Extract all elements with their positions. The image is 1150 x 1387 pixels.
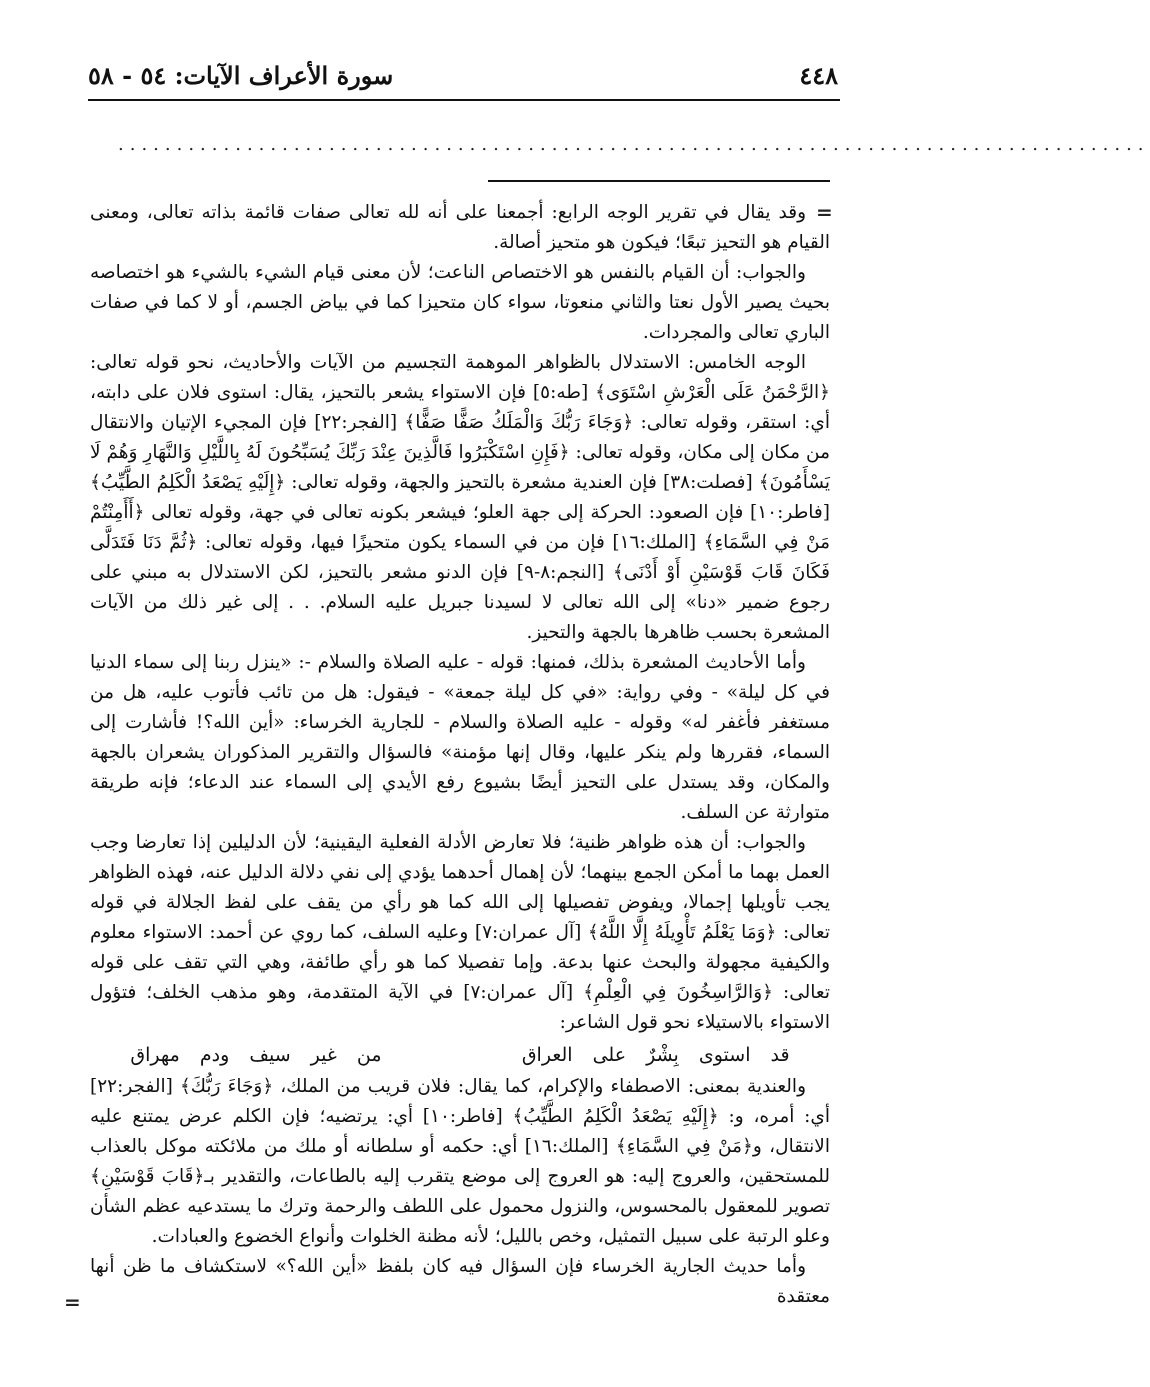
running-title: سورة الأعراف الآيات: ٥٤ - ٥٨ <box>88 60 394 90</box>
footnote-rule <box>488 180 830 182</box>
page-number: ٤٤٨ <box>799 60 838 90</box>
verse-second-hemistich: من غير سيف ودم مهراق <box>130 1044 382 1066</box>
paragraph-4: وأما الأحاديث المشعرة بذلك، فمنها: قوله - عليه الصلاة والسلام -: «ينزل ربنا إلى سماء الدنيا في كل ليلة» - وفي رواية: «في كل ليلة جمعة» - فيقول: هل من تائب فأتوب عليه، هل من مستغفر فأغفر له» وقوله - عليه الصلاة والسلام - للجارية الخرساء: «أين الله؟! فأشارت إلى السماء، فقررها ولم ينكر عليها، وقال إنها مؤمنة» فالسؤال والتقرير المذكوران يشعران بالجهة والمكان، وقد يستدل على التحيز أيضًا بشيوع رفع الأيدي إلى السماء عند الدعاء؛ فإنه طريقة متوارثة عن السلف. <box>90 652 830 823</box>
paragraph-7: وأما حديث الجارية الخرساء فإن السؤال فيه كان بلفظ «أين الله؟» لاستكشاف ما ظن أنها معتقدة <box>90 1256 830 1307</box>
paragraph-3: الوجه الخامس: الاستدلال بالظواهر الموهمة التجسيم من الآيات والأحاديث، نحو قوله تعالى: ﴿الرَّحْمَنُ عَلَى الْعَرْشِ اسْتَوَى﴾ [طه:٥] فإن الاستواء يشعر بالتحيز، يقال: استوى فلان على دابته، أي: استقر، وقوله تعالى: ﴿وَجَاءَ رَبُّكَ وَالْمَلَكُ صَفًّا صَفًّا﴾ [الفجر:٢٢] فإن المجيء الإتيان والانتقال من مكان إلى مكان، وقوله تعالى: ﴿فَإِنِ اسْتَكْبَرُوا فَالَّذِينَ عِنْدَ رَبِّكَ يُسَبِّحُونَ لَهُ بِاللَّيْلِ وَالنَّهَارِ وَهُمْ لَا يَسْأَمُونَ﴾ [فصلت:٣٨] فإن العندية مشعرة بالتحيز والجهة، وقوله تعالى: ﴿إِلَيْهِ يَصْعَدُ الْكَلِمُ الطَّيِّبُ﴾ [فاطر:١٠] فإن الصعود: الحركة إلى جهة العلو؛ فيشعر بكونه تعالى في جهة، وقوله تعالى ﴿أَأَمِنْتُمْ مَنْ فِي السَّمَاءِ﴾ [الملك:١٦] فإن من في السماء يكون متحيزًا فيها، وقوله تعالى: ﴿ثُمَّ دَنَا فَتَدَلَّى فَكَانَ قَابَ قَوْسَيْنِ أَوْ أَدْنَى﴾ [النجم:٨-٩] فإن الدنو مشعر بالتحيز، لكن الاستدلال به مبني على رجوع ضمير «دنا» إلى الله تعالى لا لسيدنا جبريل عليه السلام. . . إلى غير ذلك من الآيات المشعرة بحسب ظاهرها بالجهة والتحيز. <box>90 352 831 643</box>
margin-mark-top: = <box>816 200 833 224</box>
paragraph-5: والجواب: أن هذه ظواهر ظنية؛ فلا تعارض الأدلة الفعلية اليقينية؛ لأن الدليلين إذا تعارضا وجب العمل بهما ما أمكن الجمع بينهما؛ لأن إهمال أحدهما يؤدي إلى نفي دلالة الدليل عنه، فهذه الظواهر يجب تأويلها إجمالا، ويفوض تفصيلها إلى الله كما هو رأي من يقف على لفظ الجلالة في قوله تعالى: ﴿وَمَا يَعْلَمُ تَأْوِيلَهُ إِلَّا اللَّهُ﴾ [آل عمران:٧] وعليه السلف، كما روي عن أحمد: الاستواء معلوم والكيفية مجهولة والبحث عنها بدعة. وإما تفصيلا كما هو رأي طائفة، وهي التي تقف على قوله تعالى: ﴿وَالرَّاسِخُونَ فِي الْعِلْمِ﴾ [آل عمران:٧] في الآية المتقدمة، وهو مذهب الخلف؛ فتؤول الاستواء بالاستيلاء نحو قول الشاعر: <box>90 832 830 1033</box>
commentary-separator-dots: ........................................................................................ <box>118 134 1150 155</box>
paragraph-2: والجواب: أن القيام بالنفس هو الاختصاص الناعت؛ لأن معنى قيام الشيء بالشيء هو اختصاصه بحيث يصير الأول نعتا والثاني منعوتا، سواء كان متحيزا كما في بياض الجسم، أو لا كما في صفات الباري تعالى والمجردات. <box>90 262 830 343</box>
paragraph-6: والعندية بمعنى: الاصطفاء والإكرام، كما يقال: فلان قريب من الملك، ﴿وَجَاءَ رَبُّكَ﴾ [الفجر:٢٢] أي: أمره، و: ﴿إِلَيْهِ يَصْعَدُ الْكَلِمُ الطَّيِّبُ﴾ [فاطر:١٠] أي: يرتضيه؛ فإن الكلم عرض يمتنع عليه الانتقال، و﴿مَنْ فِي السَّمَاءِ﴾ [الملك:١٦] أي: حكمه أو سلطانه أو ملك من ملائكته موكل بالعذاب للمستحقين، والعروج إليه: هو العروج إلى موضع يتقرب إليه بالطاعات، والتقدير بـ﴿قَابَ قَوْسَيْنِ﴾ تصوير للمعقول بالمحسوس، والنزول محمول على اللطف والرحمة وترك ما يستدعيه عظم الشأن وعلو الرتبة على سبيل التمثيل، وخص بالليل؛ لأنه مظنة الخلوات وأنواع الخضوع والعبادات. <box>90 1076 830 1247</box>
poetry-verse <box>90 1038 830 1072</box>
page-body <box>90 198 830 1308</box>
paragraph-1: وقد يقال في تقرير الوجه الرابع: أجمعنا على أنه لله تعالى صفات قائمة بذاته تعالى، ومعنى القيام هو التحيز تبعًا؛ فيكون هو متحيز أصالة. <box>90 202 830 253</box>
margin-mark-bottom: = <box>64 1290 81 1314</box>
verse-first-hemistich: قد استوى بِشْرٌ على العراق <box>521 1044 790 1066</box>
page-header <box>88 56 838 94</box>
header-rule <box>88 99 840 101</box>
